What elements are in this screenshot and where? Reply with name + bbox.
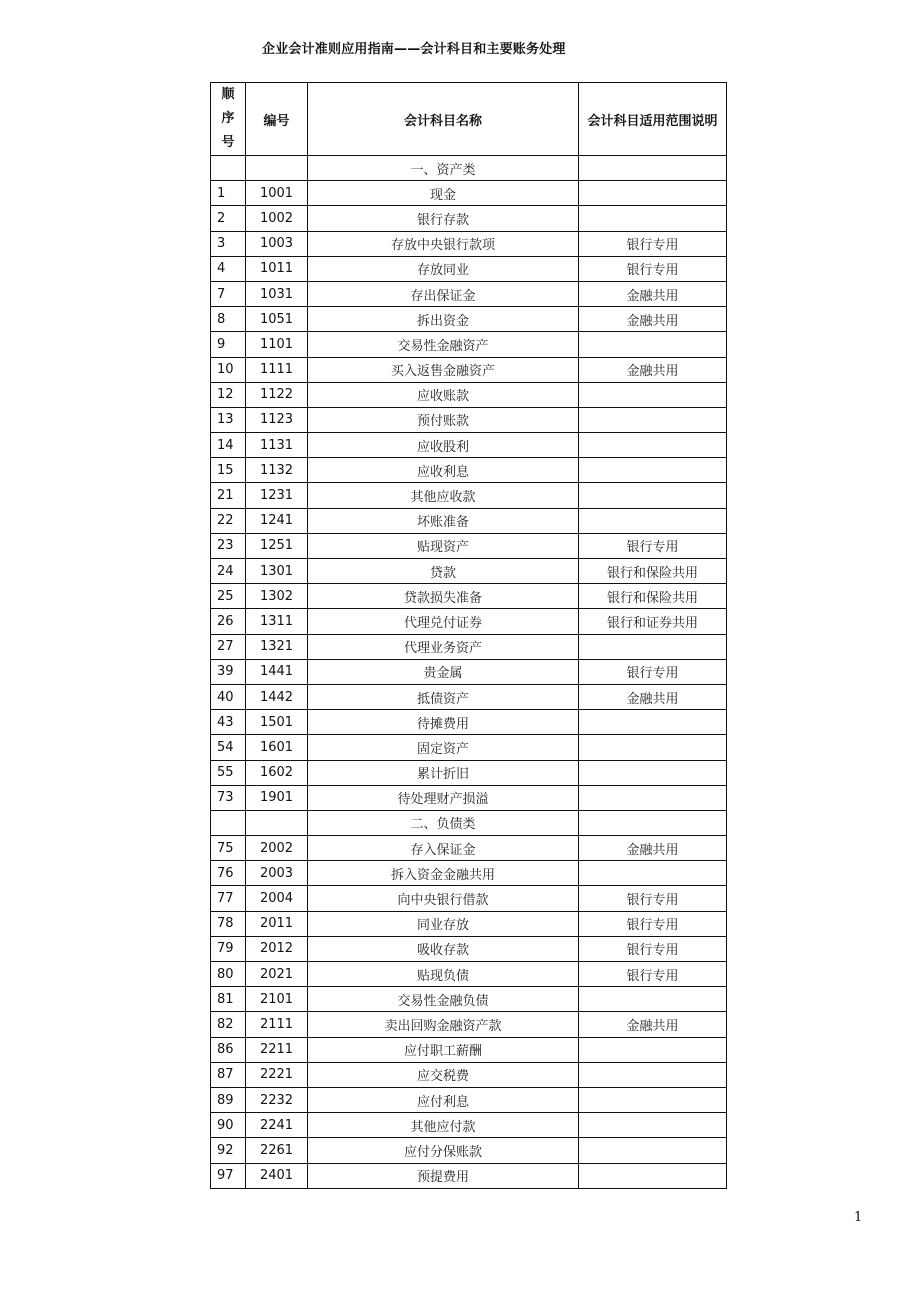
cell-name: 应交税费 (308, 1062, 579, 1087)
cell-code: 1002 (246, 206, 308, 231)
cell-code: 1031 (246, 281, 308, 306)
table-row (211, 533, 727, 558)
cell-seq: 8 (211, 307, 246, 332)
cell-seq: 54 (211, 735, 246, 760)
cell-code: 1123 (246, 407, 308, 432)
cell-scope: 银行专用 (579, 533, 727, 558)
cell-code: 2101 (246, 987, 308, 1012)
cell-code: 2012 (246, 936, 308, 961)
cell-name: 代理业务资产 (308, 634, 579, 659)
cell-name: 贴现资产 (308, 533, 579, 558)
table-row (211, 936, 727, 961)
header-seq: 顺 序 号 (211, 83, 246, 156)
table-row (211, 836, 727, 861)
cell-name: 固定资产 (308, 735, 579, 760)
table-row (211, 609, 727, 634)
cell-seq: 15 (211, 458, 246, 483)
cell-seq: 12 (211, 382, 246, 407)
cell-scope (579, 156, 727, 181)
cell-code: 1442 (246, 684, 308, 709)
table-row (211, 508, 727, 533)
cell-name: 吸收存款 (308, 936, 579, 961)
table-row (211, 1163, 727, 1188)
cell-code: 2111 (246, 1012, 308, 1037)
cell-code: 2003 (246, 861, 308, 886)
cell-seq: 3 (211, 231, 246, 256)
table-row (211, 785, 727, 810)
cell-seq (211, 156, 246, 181)
cell-code: 1311 (246, 609, 308, 634)
cell-scope: 金融共用 (579, 684, 727, 709)
cell-scope: 金融共用 (579, 836, 727, 861)
cell-code: 1132 (246, 458, 308, 483)
cell-code: 1251 (246, 533, 308, 558)
cell-code: 1302 (246, 584, 308, 609)
cell-scope: 金融共用 (579, 357, 727, 382)
accounts-table (210, 82, 727, 1189)
cell-code: 1051 (246, 307, 308, 332)
cell-code: 1301 (246, 559, 308, 584)
cell-name: 贷款 (308, 559, 579, 584)
cell-name: 预付账款 (308, 407, 579, 432)
cell-code (246, 810, 308, 835)
cell-seq: 39 (211, 659, 246, 684)
table-row (211, 1138, 727, 1163)
cell-seq: 4 (211, 256, 246, 281)
table-row (211, 1037, 727, 1062)
cell-code: 1901 (246, 785, 308, 810)
cell-name: 现金 (308, 181, 579, 206)
table-row (211, 1012, 727, 1037)
table-row (211, 332, 727, 357)
cell-name: 其他应付款 (308, 1113, 579, 1138)
cell-name: 交易性金融资产 (308, 332, 579, 357)
cell-seq: 10 (211, 357, 246, 382)
cell-name: 应付分保账款 (308, 1138, 579, 1163)
cell-code: 2002 (246, 836, 308, 861)
cell-scope: 银行专用 (579, 886, 727, 911)
cell-name: 应付利息 (308, 1087, 579, 1112)
cell-scope: 银行专用 (579, 659, 727, 684)
cell-seq: 87 (211, 1062, 246, 1087)
table-row (211, 861, 727, 886)
cell-name: 预提费用 (308, 1163, 579, 1188)
cell-scope: 金融共用 (579, 307, 727, 332)
table-row (211, 584, 727, 609)
cell-code: 1241 (246, 508, 308, 533)
cell-name: 累计折旧 (308, 760, 579, 785)
table-row (211, 181, 727, 206)
table-row (211, 735, 727, 760)
section-row (211, 810, 727, 835)
cell-name: 交易性金融负债 (308, 987, 579, 1012)
cell-seq: 92 (211, 1138, 246, 1163)
cell-scope: 银行专用 (579, 911, 727, 936)
cell-seq: 25 (211, 584, 246, 609)
cell-scope (579, 1113, 727, 1138)
cell-scope (579, 1062, 727, 1087)
cell-seq: 7 (211, 281, 246, 306)
cell-seq: 82 (211, 1012, 246, 1037)
cell-name: 应付职工薪酬 (308, 1037, 579, 1062)
cell-name: 抵债资产 (308, 684, 579, 709)
cell-code: 1501 (246, 710, 308, 735)
cell-name: 一、资产类 (308, 156, 579, 181)
cell-seq: 14 (211, 433, 246, 458)
cell-code: 1122 (246, 382, 308, 407)
cell-name: 二、负债类 (308, 810, 579, 835)
cell-name: 待处理财产损溢 (308, 785, 579, 810)
cell-seq: 43 (211, 710, 246, 735)
cell-code: 2232 (246, 1087, 308, 1112)
cell-seq: 1 (211, 181, 246, 206)
cell-name: 卖出回购金融资产款 (308, 1012, 579, 1037)
table-row (211, 634, 727, 659)
cell-code: 1111 (246, 357, 308, 382)
cell-seq: 76 (211, 861, 246, 886)
cell-seq: 2 (211, 206, 246, 231)
cell-scope (579, 206, 727, 231)
cell-scope (579, 861, 727, 886)
cell-code: 2021 (246, 962, 308, 987)
cell-code: 1602 (246, 760, 308, 785)
cell-name: 存放中央银行款项 (308, 231, 579, 256)
cell-seq: 26 (211, 609, 246, 634)
table-row (211, 760, 727, 785)
cell-scope (579, 483, 727, 508)
cell-code: 1131 (246, 433, 308, 458)
cell-scope (579, 181, 727, 206)
cell-seq: 22 (211, 508, 246, 533)
cell-seq: 75 (211, 836, 246, 861)
table-row (211, 710, 727, 735)
cell-scope (579, 810, 727, 835)
cell-scope (579, 710, 727, 735)
table-row (211, 256, 727, 281)
cell-scope: 银行和保险共用 (579, 559, 727, 584)
cell-name: 买入返售金融资产 (308, 357, 579, 382)
cell-code: 2241 (246, 1113, 308, 1138)
cell-code: 2261 (246, 1138, 308, 1163)
cell-scope (579, 382, 727, 407)
cell-name: 拆入资金金融共用 (308, 861, 579, 886)
cell-scope (579, 735, 727, 760)
table-row (211, 433, 727, 458)
cell-seq: 80 (211, 962, 246, 987)
cell-scope: 金融共用 (579, 281, 727, 306)
cell-scope (579, 407, 727, 432)
table-row (211, 407, 727, 432)
cell-code: 1441 (246, 659, 308, 684)
table-row (211, 357, 727, 382)
cell-seq (211, 810, 246, 835)
cell-scope (579, 634, 727, 659)
cell-scope (579, 785, 727, 810)
table-row (211, 559, 727, 584)
cell-code: 1321 (246, 634, 308, 659)
cell-scope (579, 987, 727, 1012)
cell-scope (579, 1037, 727, 1062)
cell-name: 应收股利 (308, 433, 579, 458)
cell-name: 贴现负债 (308, 962, 579, 987)
header-name: 会计科目名称 (308, 83, 579, 156)
header-scope: 会计科目适用范围说明 (579, 83, 727, 156)
table-row (211, 231, 727, 256)
cell-code: 2401 (246, 1163, 308, 1188)
table-row (211, 659, 727, 684)
cell-seq: 9 (211, 332, 246, 357)
table-row (211, 1113, 727, 1138)
cell-code: 2221 (246, 1062, 308, 1087)
cell-scope (579, 760, 727, 785)
cell-seq: 24 (211, 559, 246, 584)
cell-seq: 27 (211, 634, 246, 659)
section-row (211, 156, 727, 181)
cell-scope: 银行专用 (579, 936, 727, 961)
table-row (211, 281, 727, 306)
cell-seq: 23 (211, 533, 246, 558)
cell-name: 存入保证金 (308, 836, 579, 861)
cell-scope (579, 1163, 727, 1188)
cell-code: 1601 (246, 735, 308, 760)
table-row (211, 458, 727, 483)
cell-seq: 13 (211, 407, 246, 432)
cell-seq: 89 (211, 1087, 246, 1112)
table-row (211, 382, 727, 407)
table-row (211, 911, 727, 936)
cell-name: 应收账款 (308, 382, 579, 407)
cell-seq: 90 (211, 1113, 246, 1138)
cell-name: 银行存款 (308, 206, 579, 231)
cell-scope: 金融共用 (579, 1012, 727, 1037)
cell-scope (579, 332, 727, 357)
table-row (211, 307, 727, 332)
table-row (211, 684, 727, 709)
cell-scope (579, 433, 727, 458)
cell-seq: 81 (211, 987, 246, 1012)
cell-seq: 40 (211, 684, 246, 709)
cell-scope (579, 508, 727, 533)
table-row (211, 1062, 727, 1087)
cell-code: 1231 (246, 483, 308, 508)
cell-seq: 77 (211, 886, 246, 911)
cell-scope: 银行和保险共用 (579, 584, 727, 609)
cell-code: 2211 (246, 1037, 308, 1062)
cell-code: 1101 (246, 332, 308, 357)
cell-name: 代理兑付证券 (308, 609, 579, 634)
cell-name: 坏账准备 (308, 508, 579, 533)
cell-name: 同业存放 (308, 911, 579, 936)
table-row (211, 962, 727, 987)
header-code: 编号 (246, 83, 308, 156)
cell-scope: 银行专用 (579, 231, 727, 256)
cell-name: 拆出资金 (308, 307, 579, 332)
cell-seq: 78 (211, 911, 246, 936)
table-row (211, 206, 727, 231)
cell-code: 1001 (246, 181, 308, 206)
cell-scope: 银行和证券共用 (579, 609, 727, 634)
cell-seq: 79 (211, 936, 246, 961)
cell-scope: 银行专用 (579, 256, 727, 281)
cell-name: 待摊费用 (308, 710, 579, 735)
table-body (211, 156, 727, 1189)
cell-seq: 97 (211, 1163, 246, 1188)
cell-code (246, 156, 308, 181)
cell-code: 1011 (246, 256, 308, 281)
cell-seq: 73 (211, 785, 246, 810)
cell-name: 向中央银行借款 (308, 886, 579, 911)
page-number: 1 (854, 1210, 863, 1225)
cell-name: 存放同业 (308, 256, 579, 281)
cell-code: 1003 (246, 231, 308, 256)
cell-name: 其他应收款 (308, 483, 579, 508)
cell-seq: 21 (211, 483, 246, 508)
cell-code: 2004 (246, 886, 308, 911)
cell-seq: 55 (211, 760, 246, 785)
cell-scope: 银行专用 (579, 962, 727, 987)
table-row (211, 886, 727, 911)
table-row (211, 987, 727, 1012)
cell-name: 存出保证金 (308, 281, 579, 306)
table-header-row (211, 83, 727, 156)
cell-scope (579, 458, 727, 483)
cell-scope (579, 1087, 727, 1112)
cell-code: 2011 (246, 911, 308, 936)
cell-scope (579, 1138, 727, 1163)
table-row (211, 1087, 727, 1112)
cell-name: 贷款损失准备 (308, 584, 579, 609)
table-row (211, 483, 727, 508)
cell-name: 应收利息 (308, 458, 579, 483)
cell-seq: 86 (211, 1037, 246, 1062)
document-title: 企业会计准则应用指南——会计科目和主要账务处理 (262, 42, 566, 57)
cell-name: 贵金属 (308, 659, 579, 684)
